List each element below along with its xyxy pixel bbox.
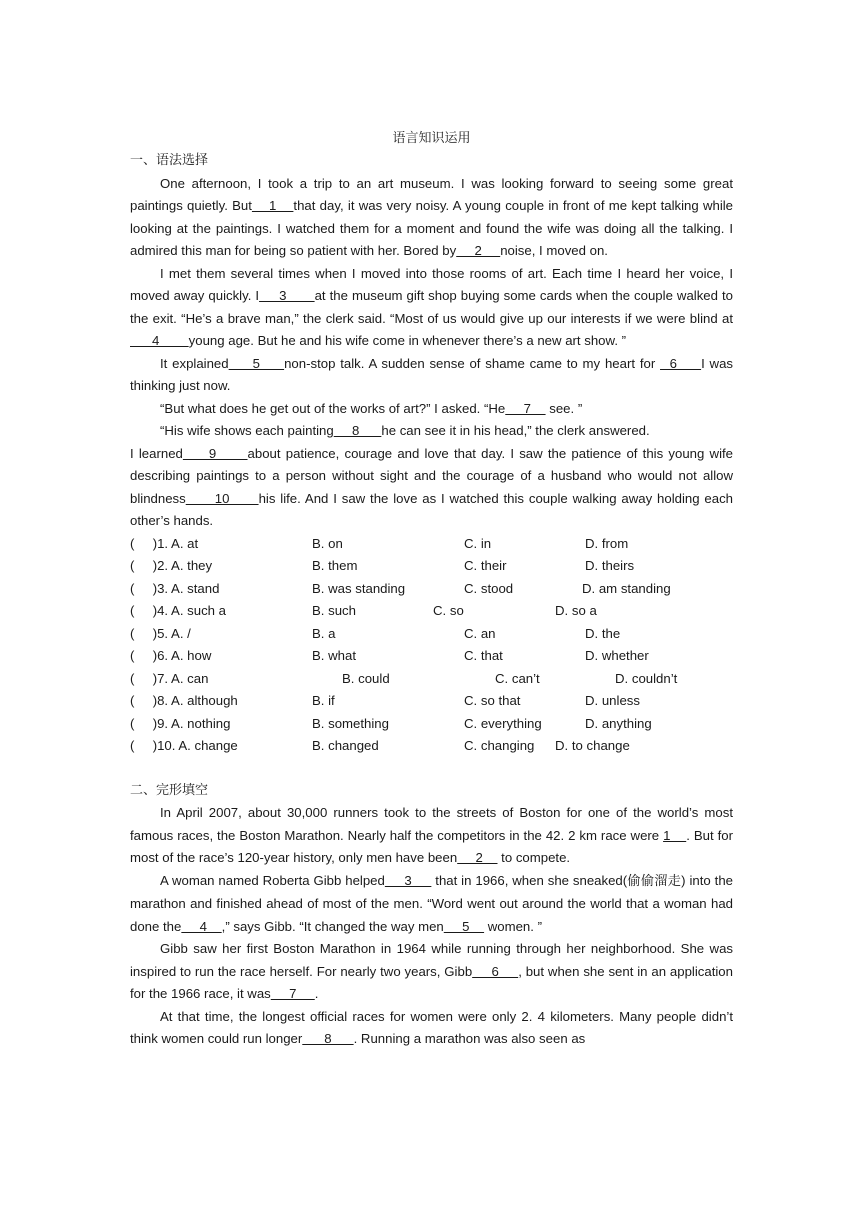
question-row <box>130 735 733 758</box>
question-row <box>130 713 733 736</box>
passage-text: It explained <box>160 355 229 371</box>
option-d: D. anything <box>585 715 652 731</box>
question-row <box>130 645 733 668</box>
passage-text: that in 1966, when she sneaked( <box>431 872 628 888</box>
passage-text: at the museum gift shop buying some cards when the couple walked to the exit. “He’s a brave man,” the clerk said. “Most of us would give up our interests if we were blind at <box>130 288 733 326</box>
question-option-a: ( )7. A. can <box>130 670 209 686</box>
answer-blank: 1 <box>251 198 294 213</box>
option-b: B. on <box>312 535 343 551</box>
option-b: B. changed <box>312 738 379 753</box>
passage-paragraph <box>130 1006 733 1051</box>
question-option-a: ( )4. A. such a <box>130 603 227 618</box>
option-c: C. can’t <box>495 670 540 686</box>
option-d: D. couldn’t <box>615 670 678 686</box>
grammar-passage-continued <box>130 443 733 533</box>
passage-paragraph <box>130 443 733 533</box>
answer-blank: 3 <box>259 288 315 303</box>
passage-text: “But what does he get out of the works of art?” I asked. “He <box>160 400 506 416</box>
option-d: D. to change <box>555 738 630 753</box>
question-option-a: ( )1. A. at <box>130 535 199 551</box>
option-b: B. them <box>312 558 358 573</box>
section-heading-cloze: 二、完形填空 <box>130 782 209 798</box>
question-option-a: ( )3. A. stand <box>130 580 220 596</box>
answer-blank: 1 <box>663 827 687 843</box>
passage-paragraph <box>130 353 733 398</box>
question-row <box>130 668 733 691</box>
option-d: D. unless <box>585 693 640 708</box>
option-c: C. stood <box>464 580 514 596</box>
question-option-a: ( )10. A. change <box>130 738 238 753</box>
passage-text: non-stop talk. A sudden sense of shame came to my heart for <box>284 355 661 371</box>
option-b: B. something <box>312 715 389 731</box>
option-d: D. so a <box>555 603 597 618</box>
answer-blank: 3 <box>384 872 432 888</box>
grammar-options-list <box>130 533 733 758</box>
passage-paragraph <box>130 398 733 421</box>
answer-blank: 8 <box>302 1031 354 1046</box>
passage-paragraph <box>130 263 733 353</box>
passage-text: . <box>314 986 319 1001</box>
question-row <box>130 600 733 623</box>
passage-text: In April 2007, about 30,000 runners took to the streets of Boston for one of the world’s most famous races, the Boston Marathon. Nearly half the competitors in the 42. 2 km race were <box>130 805 733 843</box>
option-c: C. their <box>464 558 507 573</box>
answer-blank: 6 <box>660 355 702 371</box>
question-row <box>130 578 733 601</box>
option-c: C. so that <box>464 693 521 708</box>
answer-blank: 9 <box>182 445 248 461</box>
passage-text: ) into the marathon and finished ahead of most of the men. “Word went out around the world that a woman had done the <box>130 872 733 934</box>
answer-blank: 4 <box>130 333 189 348</box>
passage-paragraph <box>130 173 733 263</box>
passage-text: Gibb saw her first Boston Marathon in 1964 while running through her neighborhood. She was inspired to run the race herself. For nearly two years, Gibb <box>130 941 733 979</box>
option-d: D. from <box>585 535 629 551</box>
passage-paragraph <box>130 802 733 870</box>
option-c: C. so <box>433 603 464 618</box>
passage-text: see. ” <box>545 400 583 416</box>
option-c: C. in <box>464 535 492 551</box>
chinese-gloss: 偷偷溜走 <box>627 873 682 889</box>
passage-text: he can see it in his head,” the clerk answered. <box>381 423 650 438</box>
question-option-a: ( )8. A. although <box>130 693 238 708</box>
answer-blank: 2 <box>456 243 501 258</box>
option-c: C. that <box>464 648 503 663</box>
passage-text: his life. And I saw the love as I watched this couple walking away holding each other’s hands. <box>130 490 734 528</box>
answer-blank: 5 <box>228 355 285 371</box>
page-title: 语言知识运用 <box>392 131 471 146</box>
passage-text: I was thinking just now. <box>130 355 734 393</box>
passage-text: At that time, the longest official races for women were only 2. 4 kilometers. Many people didn’t think women could run longer <box>130 1008 733 1046</box>
option-c: C. changing <box>464 738 535 753</box>
option-d: D. theirs <box>585 558 635 573</box>
question-option-a: ( )2. A. they <box>130 558 213 573</box>
option-b: B. was standing <box>312 580 406 596</box>
answer-blank: 10 <box>185 490 259 506</box>
passage-paragraph <box>130 938 733 1006</box>
document-page <box>130 128 733 1051</box>
passage-text: I met them several times when I moved into those rooms of art. Each time I heard her voice, I moved away quickly. I <box>130 265 733 303</box>
passage-text: I learned <box>130 445 183 461</box>
passage-text: . But for most of the race’s 120-year history, only men have been <box>130 827 733 865</box>
passage-text: A woman named Roberta Gibb helped <box>160 872 385 888</box>
grammar-passage <box>130 173 733 443</box>
section-heading-grammar: 一、语法选择 <box>130 153 209 168</box>
option-b: B. if <box>312 693 335 708</box>
option-d: D. the <box>585 625 621 641</box>
option-c: C. an <box>464 625 496 641</box>
passage-text: to compete. <box>497 850 571 865</box>
answer-blank: 2 <box>457 850 498 865</box>
passage-text: women. ” <box>484 918 542 934</box>
passage-text: about patience, courage and love that day. I saw the patience of this young wife describing paintings to a person without sight and the courage of a husband who would not allow blindness <box>130 445 734 506</box>
option-b: B. what <box>312 648 356 663</box>
passage-text: . Running a marathon was also seen as <box>353 1031 586 1046</box>
option-d: D. whether <box>585 648 649 663</box>
question-row <box>130 690 733 713</box>
question-row <box>130 555 733 578</box>
answer-blank: 8 <box>333 423 382 438</box>
question-option-a: ( )6. A. how <box>130 648 212 663</box>
option-c: C. everything <box>464 715 542 731</box>
passage-text: , but when she sent in an application for the 1966 race, it was <box>130 963 733 1001</box>
question-row <box>130 533 733 556</box>
passage-text: One afternoon, I took a trip to an art museum. I was looking forward to seeing some great paintings quietly. But <box>130 175 733 213</box>
passage-text: young age. But he and his wife come in whenever there’s a new art show. ” <box>188 333 627 348</box>
answer-blank: 7 <box>270 986 315 1001</box>
passage-text: noise, I moved on. <box>500 243 608 258</box>
passage-text: “His wife shows each painting <box>160 423 334 438</box>
question-option-a: ( )5. A. / <box>130 625 191 641</box>
answer-blank: 6 <box>472 963 519 979</box>
option-b: B. could <box>342 670 390 686</box>
option-b: B. a <box>312 625 336 641</box>
section-divider <box>130 758 733 780</box>
answer-blank: 5 <box>443 918 485 934</box>
passage-paragraph <box>130 420 733 443</box>
question-option-a: ( )9. A. nothing <box>130 715 231 731</box>
passage-text: that day, it was very noisy. A young couple in front of me kept talking while looking at the paintings. I watched them for a moment and found the wife was doing all the talking. I admired this man for being so patient with her. Bored by <box>130 198 734 258</box>
option-d: D. am standing <box>582 580 671 596</box>
passage-text: ,” says Gibb. “It changed the way men <box>221 918 444 934</box>
option-b: B. such <box>312 603 356 618</box>
answer-blank: 4 <box>181 918 222 934</box>
passage-paragraph <box>130 870 733 939</box>
question-row <box>130 623 733 646</box>
cloze-passage <box>130 802 733 1051</box>
answer-blank: 7 <box>505 400 546 416</box>
